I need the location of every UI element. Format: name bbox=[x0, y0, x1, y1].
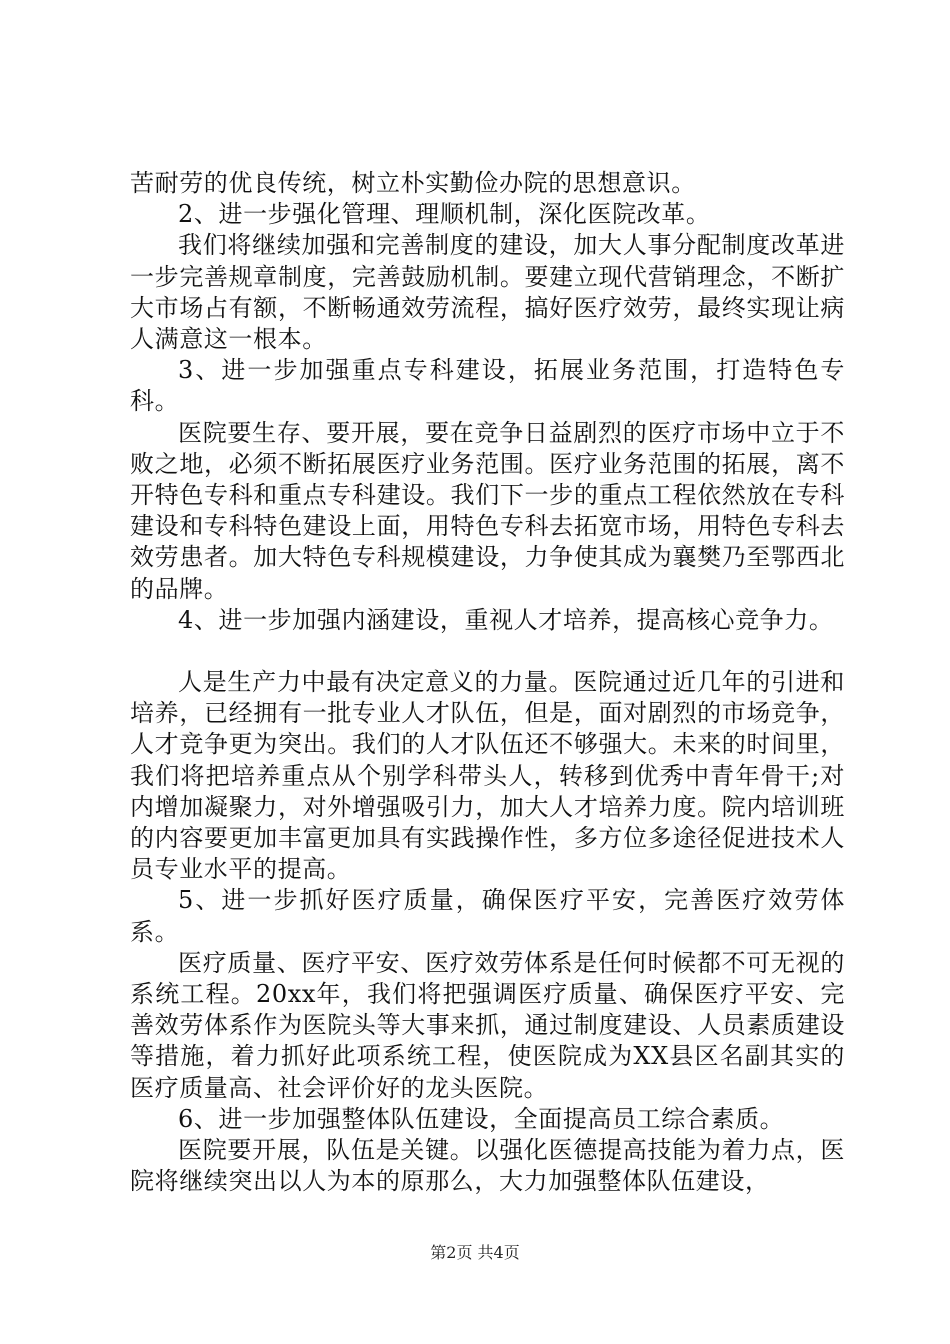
page-number: 第2页 共4页 bbox=[430, 1243, 520, 1262]
paragraph-continuation: 苦耐劳的优良传统，树立朴实勤俭办院的思想意识。 bbox=[130, 169, 696, 197]
paragraph: 我们将继续加强和完善制度的建设，加大人事分配制度改革进一步完善规章制度，完善鼓励机制。要建立现代营销理念，不断扩大市场占有额，不断畅通效劳流程，搞好医疗效劳，最终实现让病人满意这一根本。 bbox=[130, 231, 845, 354]
paragraph: 医疗质量、医疗平安、医疗效劳体系是任何时候都不可无视的系统工程。20xx年，我们将把强调医疗质量、确保医疗平安、完善效劳体系作为医院头等大事来抓，通过制度建设、人员素质建设等措施，着力抓好此项系统工程，使医院成为XX县区名副其实的医疗质量高、社会评价好的龙头医院。 bbox=[130, 948, 845, 1102]
page-footer bbox=[0, 1243, 950, 1263]
paragraph: 人是生产力中最有决定意义的力量。医院通过近几年的引进和培养，已经拥有一批专业人才队伍，但是，面对剧烈的市场竞争，人才竞争更为突出。我们的人才队伍还不够强大。未来的时间里，我们将把培养重点从个别学科带头人，转移到优秀中青年骨干;对内增加凝聚力，对外增强吸引力，加大人才培养力度。院内培训班的内容要更加丰富更加具有实践操作性，多方位多途径促进技术人员专业水平的提高。 bbox=[130, 668, 845, 884]
document-body bbox=[130, 168, 845, 1198]
heading-item-6: 6、进一步加强整体队伍建设，全面提高员工综合素质。 bbox=[178, 1104, 785, 1133]
paragraph: 医院要生存、要开展，要在竞争日益剧烈的医疗市场中立于不败之地，必须不断拓展医疗业务范围。医疗业务范围的拓展，离不开特色专科和重点专科建设。我们下一步的重点工程依然放在专科建设和专科特色建设上面，用特色专科去拓宽市场，用特色专科去效劳患者。加大特色专科规模建设，力争使其成为襄樊乃至鄂西北的品牌。 bbox=[130, 418, 845, 603]
paragraph: 医院要开展，队伍是关键。以强化医德提高技能为着力点，医院将继续突出以人为本的原那么，大力加强整体队伍建设， bbox=[130, 1136, 845, 1196]
heading-item-3: 3、进一步加强重点专科建设，拓展业务范围，打造特色专科。 bbox=[130, 356, 845, 416]
heading-item-4: 4、进一步加强内涵建设，重视人才培养，提高核心竞争力。 bbox=[178, 605, 834, 634]
heading-item-5: 5、进一步抓好医疗质量，确保医疗平安，完善医疗效劳体系。 bbox=[130, 886, 845, 946]
heading-item-2: 2、进一步强化管理、理顺机制，深化医院改革。 bbox=[178, 200, 711, 229]
